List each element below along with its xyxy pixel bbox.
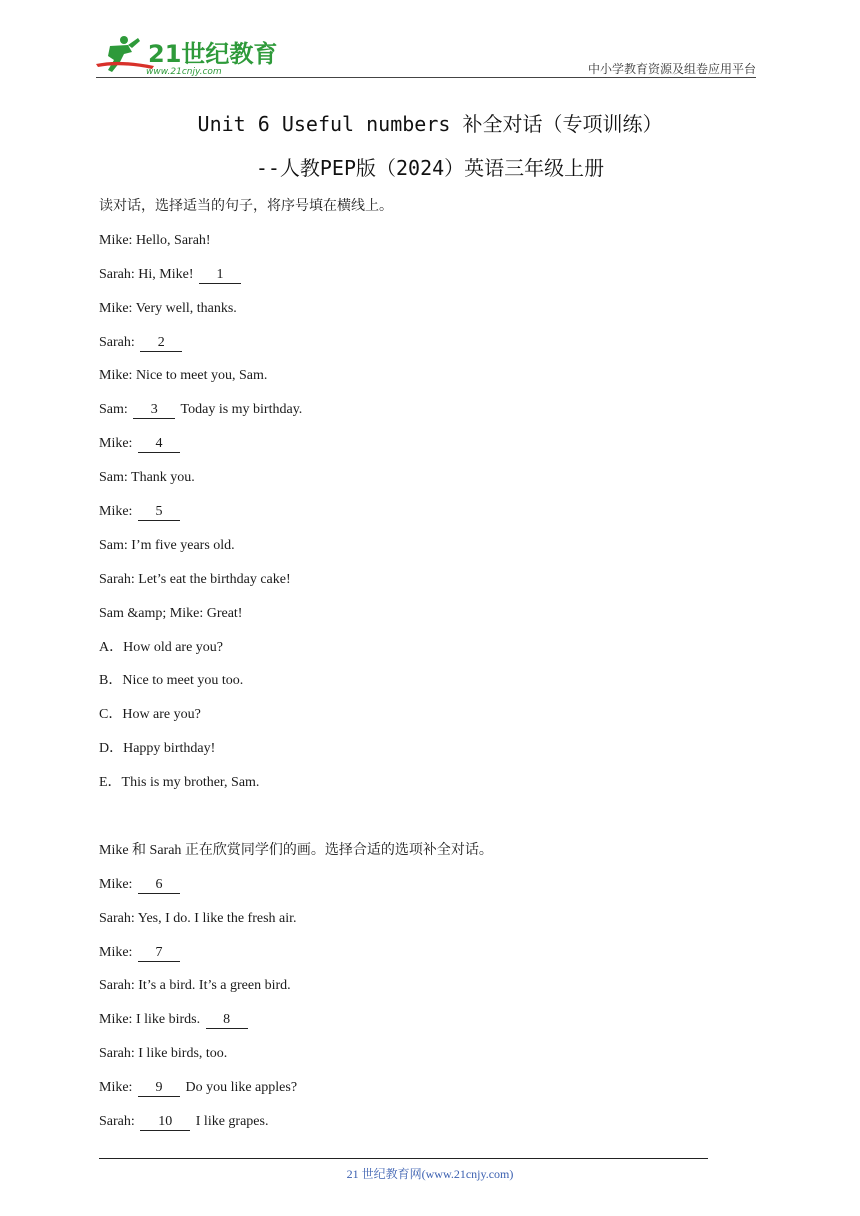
logo-url: www.21cnjy.com [146, 67, 222, 77]
dialogue-line: Mike: 5 [99, 502, 759, 536]
footer-divider [99, 1158, 708, 1159]
answer-blank-10[interactable]: 10 [140, 1114, 190, 1131]
dialogue-line: Sarah: It’s a bird. It’s a green bird. [99, 978, 291, 994]
dialogue-line: Mike: 7 [99, 943, 759, 977]
dialogue-line: Mike: 6 [99, 875, 759, 909]
answer-blank-3[interactable]: 3 [133, 402, 175, 419]
answer-blank-6[interactable]: 6 [138, 877, 180, 894]
dialogue-line: Sam: Thank you. [99, 470, 195, 486]
dialogue-line: Sam: I’m five years old. [99, 537, 235, 553]
svg-text:21世纪教育: 21世纪教育 [148, 40, 278, 68]
answer-blank-7[interactable]: 7 [138, 945, 180, 962]
footer-link[interactable]: 21 世纪教育网(www.21cnjy.com) [346, 1167, 514, 1181]
answer-blank-2[interactable]: 2 [140, 335, 182, 352]
dialogue-line: Mike: Hello, Sarah! [99, 232, 211, 248]
dialogue-line: Sarah: 2 [99, 333, 759, 367]
answer-blank-5[interactable]: 5 [138, 504, 180, 521]
header-platform-text: 中小学教育资源及组卷应用平台 [587, 62, 756, 76]
option-a: A．How old are you? [99, 639, 224, 655]
21cnjy-logo [94, 32, 278, 78]
dialogue-line: Sarah: 10 I like grapes. [99, 1114, 269, 1130]
dialogue-line: Sarah: Yes, I do. I like the fresh air. [99, 910, 297, 926]
dialogue-line: Mike: Nice to meet you, Sam. [99, 368, 268, 384]
option-e: E．This is my brother, Sam. [99, 775, 260, 791]
option-b: B．Nice to meet you too. [99, 673, 244, 689]
answer-blank-9[interactable]: 9 [138, 1080, 180, 1097]
instruction-1: 读对话，选择适当的句子，将序号填在横线上。 [99, 199, 393, 214]
answer-blank-8[interactable]: 8 [206, 1012, 248, 1029]
dialogue-line: Sarah: Let’s eat the birthday cake! [99, 571, 291, 587]
page-subtitle: --人教PEP版（2024）英语三年级上册 [255, 156, 605, 180]
worksheet-content [99, 197, 759, 1146]
instruction-2: Mike 和 Sarah 正在欣赏同学们的画。选择合适的选项补全对话。 [99, 842, 493, 858]
dialogue-line: Mike: 4 [99, 434, 759, 468]
dialogue-line: Sarah: I like birds, too. [99, 1046, 228, 1062]
dialogue-line: Mike: I like birds. 8 [99, 1010, 759, 1044]
header-divider [96, 77, 756, 78]
answer-blank-1[interactable]: 1 [199, 267, 241, 284]
dialogue-line: Mike: Very well, thanks. [99, 300, 237, 316]
dialogue-line: Sam: 3 Today is my birthday. [99, 402, 303, 418]
dialogue-line: Sarah: Hi, Mike! 1 [99, 265, 759, 299]
option-d: D．Happy birthday! [99, 741, 216, 757]
dialogue-line: Mike: 9 Do you like apples? [99, 1080, 298, 1096]
dialogue-line: Sam &amp; Mike: Great! [99, 605, 243, 621]
answer-blank-4[interactable]: 4 [138, 436, 180, 453]
page-title: Unit 6 Useful numbers 补全对话（专项训练） [197, 112, 663, 136]
option-c: C．How are you? [99, 707, 201, 723]
